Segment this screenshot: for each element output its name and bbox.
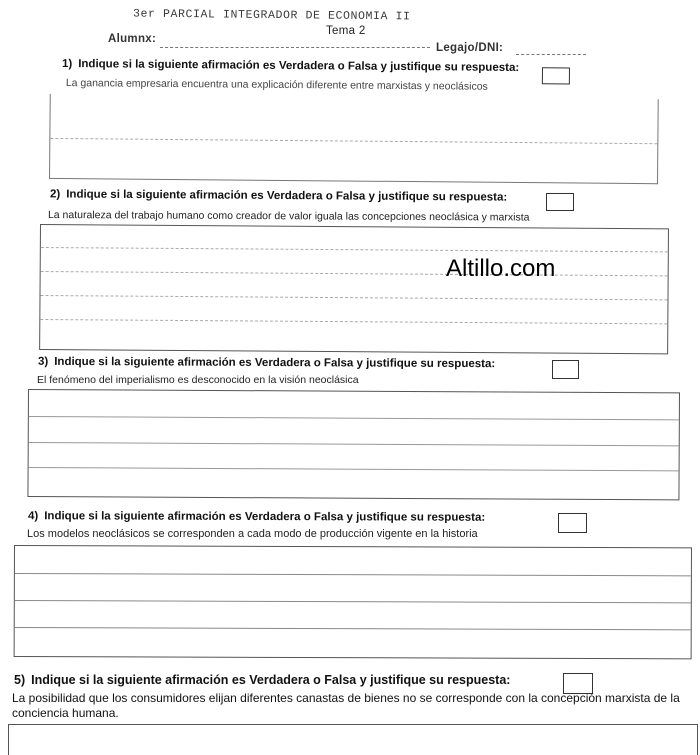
question-5-statement: La posibilidad que los consumidores elijan diferentes canastas de bienes no se corresponde con la concepción marxista de la conciencia humana. bbox=[12, 691, 680, 720]
id-label: Legajo/DNI: bbox=[436, 42, 504, 54]
question-1 bbox=[0, 0, 700, 196]
question-4-statement: Los modelos neoclásicos se corresponden a cada modo de producción vigente en la historia bbox=[27, 528, 478, 540]
question-4-number: 4) bbox=[27, 510, 39, 523]
exam-title: 3er PARCIAL INTEGRADOR DE ECONOMIA II bbox=[132, 7, 411, 24]
question-4-answer-checkbox[interactable] bbox=[558, 513, 587, 533]
answer-line bbox=[40, 319, 667, 324]
question-3-heading bbox=[38, 356, 495, 370]
question-2-heading bbox=[50, 188, 507, 203]
answer-line bbox=[29, 467, 679, 471]
question-3-prompt: Indique si la siguiente afirmación es Verdadera o Falsa y justifique su respuesta: bbox=[54, 355, 496, 371]
answer-line bbox=[41, 247, 668, 252]
question-2-answer-checkbox[interactable] bbox=[546, 193, 574, 211]
question-5-heading bbox=[14, 673, 510, 687]
question-3-number: 3) bbox=[37, 355, 49, 368]
question-2-number: 2) bbox=[49, 188, 61, 201]
question-1-prompt: Indique si la siguiente afirmación es Verdadera o Falsa y justifique su respuesta: bbox=[78, 58, 520, 75]
question-5-answer-area[interactable] bbox=[8, 724, 698, 755]
question-1-answer-area[interactable] bbox=[49, 94, 659, 184]
question-1-number: 1) bbox=[61, 58, 73, 71]
question-4-prompt: Indique si la siguiente afirmación es Verdadera o Falsa y justifique su respuesta: bbox=[44, 510, 486, 524]
question-3-statement: El fenómeno del imperialismo es desconocido en la visión neoclásica bbox=[37, 374, 359, 386]
answer-line bbox=[41, 271, 668, 276]
answer-line bbox=[15, 573, 691, 576]
answer-line bbox=[40, 295, 667, 300]
question-5-prompt: Indique si la siguiente afirmación es Verdadera o Falsa y justifique su respuesta: bbox=[31, 673, 511, 687]
question-1-statement: La ganancia empresaria encuentra una explicación diferente entre marxistas y neoclásicos bbox=[65, 77, 488, 93]
answer-line bbox=[29, 442, 679, 446]
answer-line bbox=[15, 627, 691, 630]
question-3-answer-area[interactable] bbox=[27, 389, 680, 500]
question-1-heading bbox=[62, 58, 519, 74]
question-2-statement: La naturaleza del trabajo humano como creador de valor iguala las concepciones neoclásica y marxista bbox=[47, 209, 530, 224]
question-4-answer-area[interactable] bbox=[14, 545, 692, 659]
question-5-number: 5) bbox=[14, 673, 26, 687]
question-1-answer-checkbox[interactable] bbox=[542, 67, 570, 84]
question-2-prompt: Indique si la siguiente afirmación es Verdadera o Falsa y justifique su respuesta: bbox=[66, 188, 508, 204]
answer-line bbox=[50, 138, 657, 144]
answer-line bbox=[29, 416, 679, 420]
question-2-answer-area[interactable] bbox=[39, 224, 669, 354]
answer-line bbox=[15, 600, 691, 603]
student-label: Alumnx: bbox=[108, 33, 157, 45]
site-watermark: Altillo.com bbox=[446, 255, 556, 282]
theme-label: Tema 2 bbox=[326, 25, 366, 37]
question-4-heading bbox=[28, 510, 485, 524]
question-3-answer-checkbox[interactable] bbox=[552, 360, 579, 379]
